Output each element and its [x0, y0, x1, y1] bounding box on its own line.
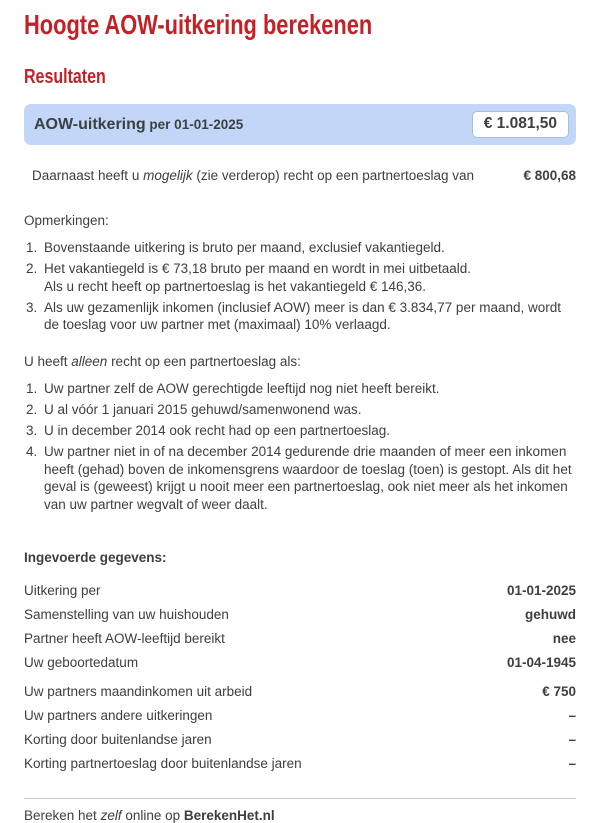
result-label-date: per 01-01-2025: [145, 116, 244, 132]
inputs-table: [24, 579, 576, 776]
conditions-item-1: [41, 380, 576, 398]
footer-text-before: Bereken het: [24, 807, 101, 823]
footer-divider: [24, 798, 576, 799]
remarks-item-2-line-1: 2. Het vakantiegeld is € 73,18 bruto per maand en wordt in mei uitbetaald.: [44, 261, 472, 276]
conditions-list: [24, 380, 576, 514]
table-row: [24, 704, 576, 728]
inputs-heading: Ingevoerde gegevens:: [24, 549, 167, 565]
table-row: [24, 579, 576, 603]
row-label: Uw geboortedatum: [24, 654, 139, 670]
remarks-item-2-line-2: Als u recht heeft op partnertoeslag is het vakantiegeld € 146,36.: [44, 278, 427, 294]
conditions-item-3-text: U in december 2014 ook recht had op een partnertoeslag.: [44, 422, 390, 438]
section-title-resultaten: Resultaten: [24, 66, 106, 89]
partner-text-after: (zie verderop) recht op een partnertoeslag van: [192, 168, 475, 184]
row-label: Samenstelling van uw huishouden: [24, 606, 229, 622]
row-label: Korting door buitenlandse jaren: [24, 731, 212, 747]
table-row: [24, 627, 576, 651]
row-label: Korting partnertoeslag door buitenlandse jaren: [24, 755, 302, 771]
conditions-heading-before: U heeft: [24, 354, 72, 370]
row-label: Partner heeft AOW-leeftijd bereikt: [24, 630, 225, 646]
remarks-item-3: [41, 299, 576, 335]
partner-allowance-text: [32, 168, 474, 183]
page-title: Hoogte AOW-uitkering berekenen: [24, 9, 373, 40]
conditions-item-4: [41, 443, 576, 514]
conditions-item-2-text: U al vóór 1 januari 2015 gehuwd/samenwonend was.: [44, 402, 362, 418]
row-label: Uw partners andere uitkeringen: [24, 707, 213, 723]
result-value-box: € 1.081,50: [472, 111, 569, 138]
brand-name: BerekenHet.nl: [183, 807, 275, 823]
table-row: [24, 728, 576, 752]
row-value: –: [568, 731, 576, 747]
footer-text: [24, 808, 576, 823]
partner-text-before: Daarnaast heeft u: [32, 168, 144, 184]
partner-text-italic: mogelijk: [143, 168, 193, 184]
result-label: [34, 116, 243, 134]
remarks-item-3-text: Als uw gezamenlijk inkomen (inclusief AOW) meer is dan € 3.834,77 per maand, wordt de toeslag voor uw partner met (maximaal) 10% verlaagd.: [44, 299, 561, 333]
partner-allowance-row: [24, 168, 576, 183]
remarks-item-2: [41, 260, 576, 296]
row-value: 01-01-2025: [506, 582, 576, 598]
row-value: –: [568, 707, 576, 723]
remarks-heading: Opmerkingen:: [24, 213, 109, 229]
conditions-heading-italic: alleen: [71, 354, 108, 370]
row-label: Uw partners maandinkomen uit arbeid: [24, 683, 253, 699]
result-label-main: AOW-uitkering: [34, 115, 146, 133]
partner-allowance-value: € 800,68: [523, 168, 576, 184]
remarks-list: [24, 239, 576, 334]
row-value: –: [568, 755, 576, 771]
row-value: gehuwd: [525, 606, 576, 622]
conditions-item-4-text: Uw partner niet in of na december 2014 gedurende drie maanden of meer een inkomen heeft (gehad) boven de inkomensgrens waardoor de toeslag (toen) is gestopt. Als dit het geval is (geweest) krijgt u nooit meer een partnertoeslag, ook niet meer als het inkomen van uw partner wegvalt of weer daalt.: [44, 443, 572, 513]
row-label: Uitkering per: [24, 582, 101, 598]
conditions-item-2: [41, 401, 576, 419]
remarks-item-1-text: Bovenstaande uitkering is bruto per maand, exclusief vakantiegeld.: [44, 240, 445, 256]
conditions-heading-after: recht op een partnertoeslag als:: [107, 354, 301, 370]
table-row: [24, 680, 576, 704]
conditions-item-1-text: Uw partner zelf de AOW gerechtigde leeftijd nog niet heeft bereikt.: [44, 381, 440, 397]
table-row: [24, 651, 576, 675]
conditions-heading: [24, 354, 576, 369]
row-value: 01-04-1945: [506, 654, 576, 670]
footer-text-italic: zelf: [100, 807, 122, 823]
row-value: nee: [552, 630, 576, 646]
table-row: [24, 603, 576, 627]
footer-text-middle: online op: [121, 807, 184, 823]
remarks-item-1: [41, 239, 576, 257]
conditions-item-3: [41, 422, 576, 440]
row-value: € 750: [542, 683, 576, 699]
table-row: [24, 752, 576, 776]
aow-result-bar: [24, 104, 576, 145]
